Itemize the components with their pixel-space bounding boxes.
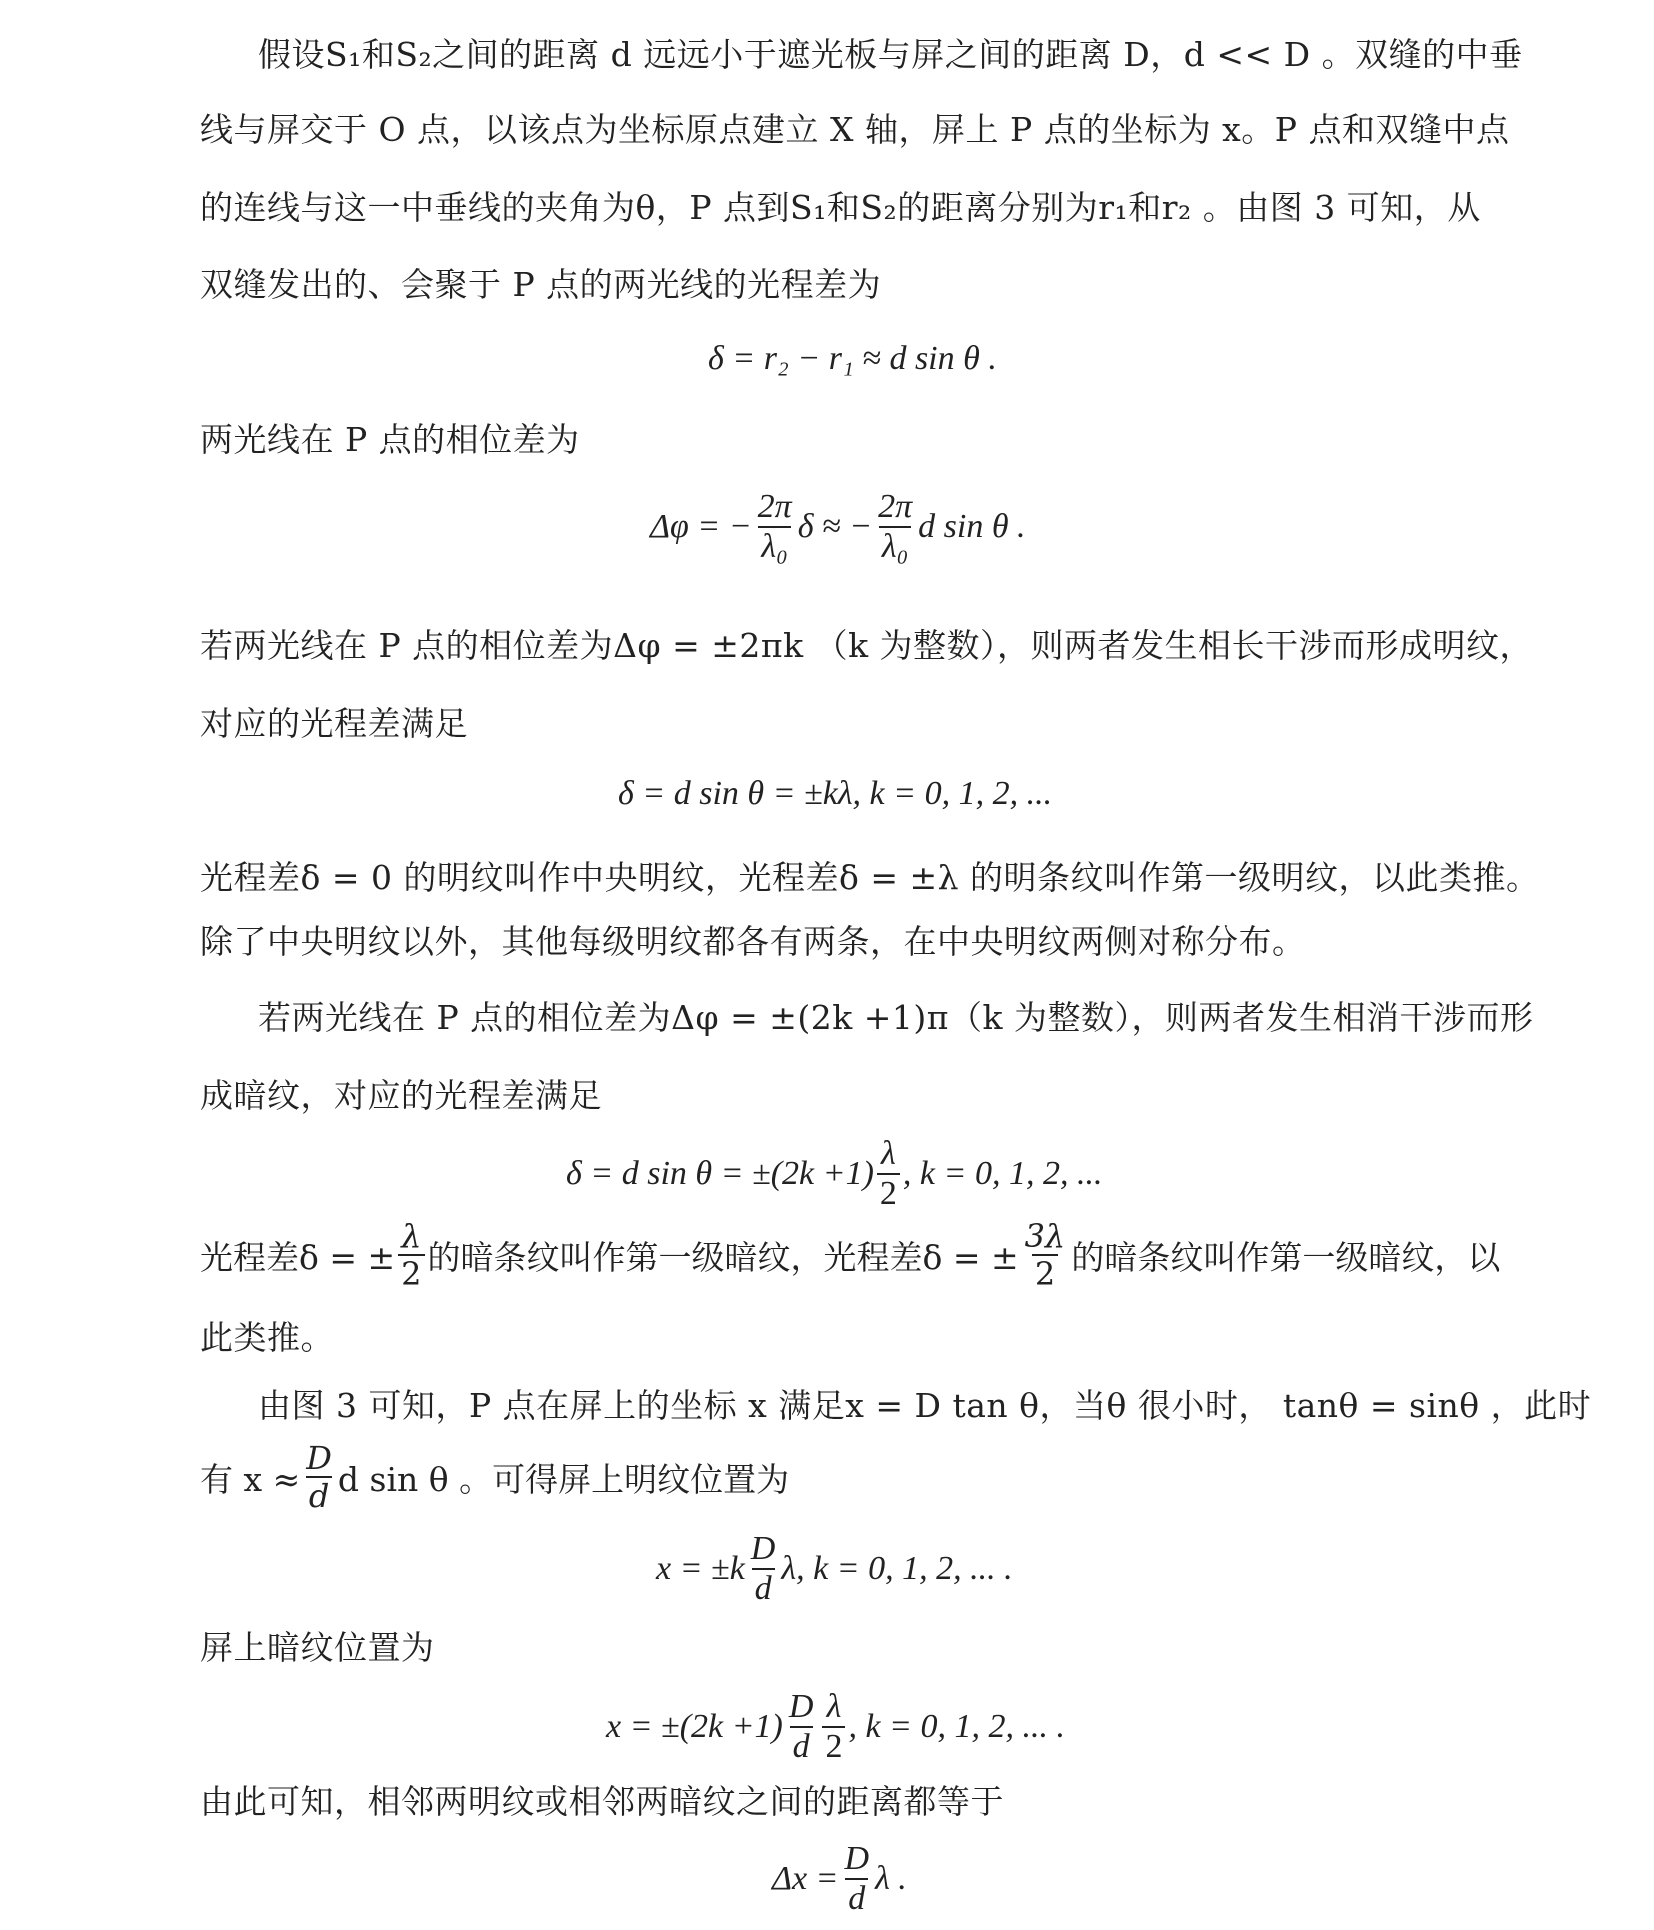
- fraction: $\frac{2\pi}{\text{λ₀}}$: [757, 488, 792, 565]
- fraction: $\frac{\lambda}{2}$: [877, 1135, 900, 1213]
- paragraph-line: 假设S₁和S₂之间的距离 d 远远小于遮光板与屏之间的距离 D，d << D 。双缝的中垂: [258, 35, 1523, 74]
- equation-dark-condition: δ = d sin θ = ±(2k +1) $\frac{\lambda}{2}$ , k = 0, 1, 2, ...: [566, 1135, 1103, 1212]
- paragraph-line: 由此可知，相邻两明纹或相邻两暗纹之间的距离都等于: [200, 1782, 1004, 1821]
- equation-bright-position: x = ±k $\frac{D}{d}$ λ, k = 0, 1, 2, ... .: [656, 1530, 1013, 1607]
- paragraph-line: 光程差δ = 0 的明纹叫作中央明纹，光程差δ = ±λ 的明条纹叫作第一级明纹，以此类推。: [200, 858, 1540, 897]
- paragraph-line: 两光线在 P 点的相位差为: [200, 420, 580, 459]
- paragraph-line: 屏上暗纹位置为: [200, 1628, 435, 1667]
- equation-phase-difference: Δφ = − $\frac{2\pi}{\text{λ₀}}$ δ ≈ − $\frac{2\pi}{\text{λ₀}}$ d sin θ .: [650, 488, 1026, 565]
- equation-bright-condition: δ = d sin θ = ±kλ, k = 0, 1, 2, ...: [618, 775, 1053, 812]
- fraction: $\frac{D}{d}$: [844, 1840, 870, 1917]
- paragraph-line-with-fraction: 有 x ≈ $\frac{D}{d}$ d sin θ 。可得屏上明纹位置为: [200, 1439, 790, 1515]
- fraction: $\frac{\lambda}{2}$: [398, 1218, 424, 1292]
- fraction: $\frac{D}{d}$: [306, 1439, 332, 1515]
- fraction: $\frac{2\pi}{\text{λ₀}}$: [878, 488, 913, 565]
- fraction: $\frac{D}{d}$: [788, 1688, 814, 1765]
- paragraph-line: 若两光线在 P 点的相位差为Δφ = ±2πk （k 为整数），则两者发生相长干涉而形成明纹，: [200, 626, 1534, 665]
- equation-fringe-spacing: Δx = $\frac{D}{d}$ λ .: [772, 1840, 907, 1917]
- equation-dark-position: x = ±(2k +1) $\frac{D}{d}$ $\frac{\lambda}{2}$ , k = 0, 1, 2, ... .: [606, 1688, 1065, 1765]
- paragraph-line: 若两光线在 P 点的相位差为Δφ = ±(2k +1)π（k 为整数），则两者发生相消干涉而形: [258, 998, 1534, 1037]
- paragraph-line: 双缝发出的、会聚于 P 点的两光线的光程差为: [200, 265, 882, 304]
- equation-path-difference: δ = r₂ − r₁ ≈ d sin θ .: [708, 340, 997, 377]
- paragraph-line-with-fractions: 光程差δ = ± $\frac{\lambda}{2}$ 的暗条纹叫作第一级暗纹，光程差δ = ± $\frac{3\lambda}{2}$ 的暗条纹叫作第一级暗纹，以: [200, 1217, 1501, 1293]
- fraction: $\frac{3\lambda}{2}$: [1024, 1217, 1066, 1293]
- fraction: $\frac{D}{d}$: [750, 1530, 776, 1607]
- paragraph-line: 成暗纹，对应的光程差满足: [200, 1076, 602, 1115]
- paragraph-line: 除了中央明纹以外，其他每级明纹都各有两条，在中央明纹两侧对称分布。: [200, 922, 1306, 961]
- paragraph-line: 对应的光程差满足: [200, 704, 468, 743]
- paragraph-line: 由图 3 可知，P 点在屏上的坐标 x 满足x = D tan θ，当θ 很小时， tanθ = sinθ ，此时: [258, 1386, 1592, 1425]
- fraction: $\frac{\lambda}{2}$: [822, 1688, 845, 1766]
- paragraph-line: 此类推。: [200, 1318, 334, 1357]
- paragraph-line: 的连线与这一中垂线的夹角为θ，P 点到S₁和S₂的距离分别为r₁和r₂ 。由图 3 可知，从: [200, 188, 1481, 227]
- paragraph-line: 线与屏交于 O 点，以该点为坐标原点建立 X 轴，屏上 P 点的坐标为 x。P 点和双缝中点: [200, 110, 1510, 149]
